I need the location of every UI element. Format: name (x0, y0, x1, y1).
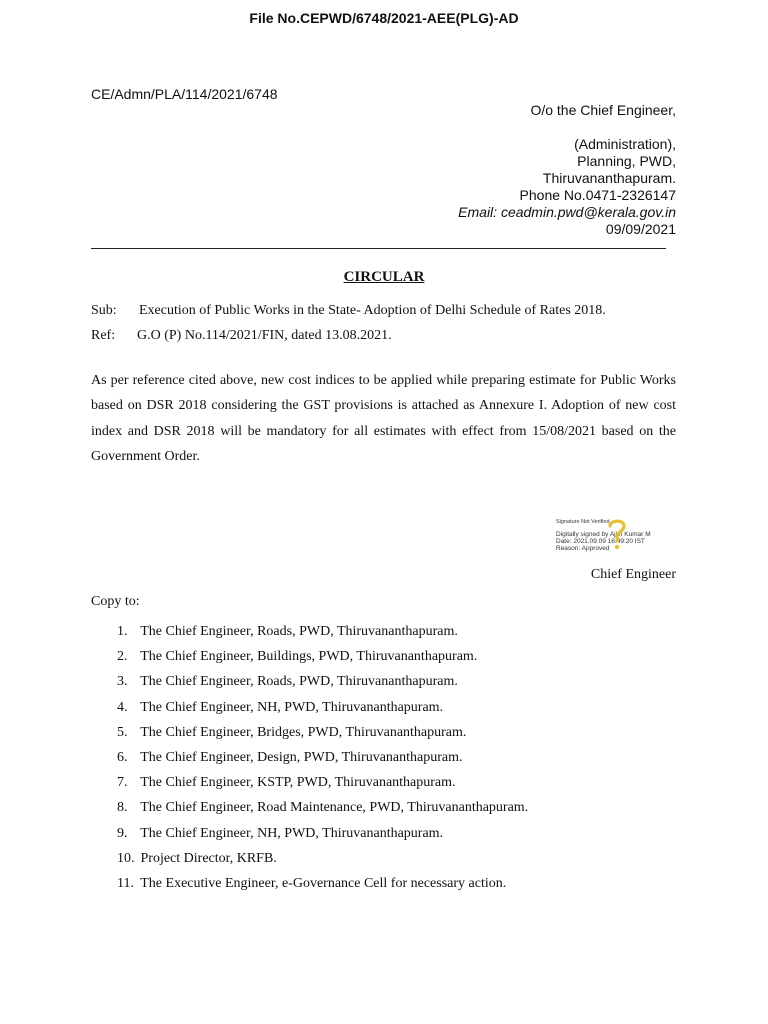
list-item-number: 9. (117, 825, 128, 841)
circular-title: CIRCULAR (343, 269, 425, 285)
subject-text: Execution of Public Works in the State- Adoption of Delhi Schedule of Rates 2018. (139, 303, 606, 318)
reference-number: CE/Admn/PLA/114/2021/6748 (91, 86, 278, 102)
office-line: Planning, PWD, (577, 153, 676, 169)
list-item-text: The Chief Engineer, Road Maintenance, PWD, Thiruvananthapuram. (137, 800, 529, 816)
divider (91, 248, 666, 249)
email-address: ceadmin.pwd@kerala.gov.in (500, 204, 676, 220)
list-item (117, 644, 528, 669)
list-item-text: Project Director, KRFB. (137, 850, 277, 866)
body-paragraph: As per reference cited above, new cost indices to be applied while preparing estimate for Public Works based on DSR 2018 considering the GST provisions is attached as Annexure I. Adoption of new cost index and DSR 2018 will be mandatory for all estimates with effect from 15/08/2021 based on the Government Order. (91, 373, 676, 464)
email-label: Email: (458, 204, 498, 220)
list-item-text: The Chief Engineer, Bridges, PWD, Thiruvananthapuram. (137, 724, 467, 740)
digital-signature (556, 519, 651, 552)
signatory-designation: Chief Engineer (590, 567, 676, 582)
list-item-text: The Chief Engineer, Roads, PWD, Thiruvananthapuram. (137, 624, 458, 639)
list-item-number: 5. (117, 724, 128, 740)
list-item (117, 770, 528, 795)
office-phone: Phone No.0471-2326147 (519, 187, 676, 203)
office-line: (Administration), (574, 136, 676, 152)
signature-reason: Reason: Approved (556, 545, 610, 552)
document-date: 09/09/2021 (605, 221, 676, 237)
list-item (117, 720, 528, 745)
list-item-text: The Chief Engineer, Roads, PWD, Thiruvananthapuram. (137, 674, 458, 690)
list-item-number: 1. (117, 624, 128, 639)
list-item-text: The Chief Engineer, KSTP, PWD, Thiruvananthapuram. (137, 775, 456, 791)
reference-text: G.O (P) No.114/2021/FIN, dated 13.08.2021. (137, 328, 392, 343)
list-item-text: The Executive Engineer, e-Governance Cell for necessary action. (137, 876, 507, 892)
list-item (117, 669, 528, 694)
list-item-number: 8. (117, 800, 128, 816)
signature-date: Date: 2021.09.09 16:49:20 IST (556, 538, 645, 545)
list-item (117, 745, 528, 770)
list-item (117, 695, 528, 720)
subject-label: Sub: (91, 303, 117, 318)
list-item (117, 846, 528, 871)
copy-to-list (117, 619, 528, 896)
list-item (117, 795, 528, 820)
list-item (117, 619, 528, 644)
list-item-text: The Chief Engineer, NH, PWD, Thiruvananthapuram. (137, 825, 444, 841)
list-item (117, 871, 528, 896)
question-mark-icon (606, 517, 628, 551)
list-item-number: 7. (117, 775, 128, 791)
list-item-number: 3. (117, 674, 128, 690)
signature-signed-by: Digitally signed by Ajith Kumar M (556, 531, 651, 538)
list-item-number: 11. (117, 876, 134, 892)
list-item-number: 6. (117, 750, 128, 766)
office-email (458, 204, 676, 221)
copy-to-label: Copy to: (91, 594, 140, 609)
list-item-text: The Chief Engineer, Design, PWD, Thiruvananthapuram. (137, 750, 463, 766)
office-line: Thiruvananthapuram. (542, 170, 676, 186)
list-item-text: The Chief Engineer, Buildings, PWD, Thiruvananthapuram. (137, 649, 478, 665)
list-item-number: 2. (117, 649, 128, 665)
list-item (117, 821, 528, 846)
signature-status: Signature Not Verified (556, 519, 610, 525)
reference-label: Ref: (91, 328, 116, 343)
list-item-number: 10. (117, 850, 135, 866)
list-item-number: 4. (117, 699, 128, 715)
file-number: File No.CEPWD/6748/2021-AEE(PLG)-AD (249, 10, 519, 26)
list-item-text: The Chief Engineer, NH, PWD, Thiruvananthapuram. (137, 699, 444, 715)
office-address (458, 102, 676, 238)
office-line: O/o the Chief Engineer, (530, 102, 676, 118)
